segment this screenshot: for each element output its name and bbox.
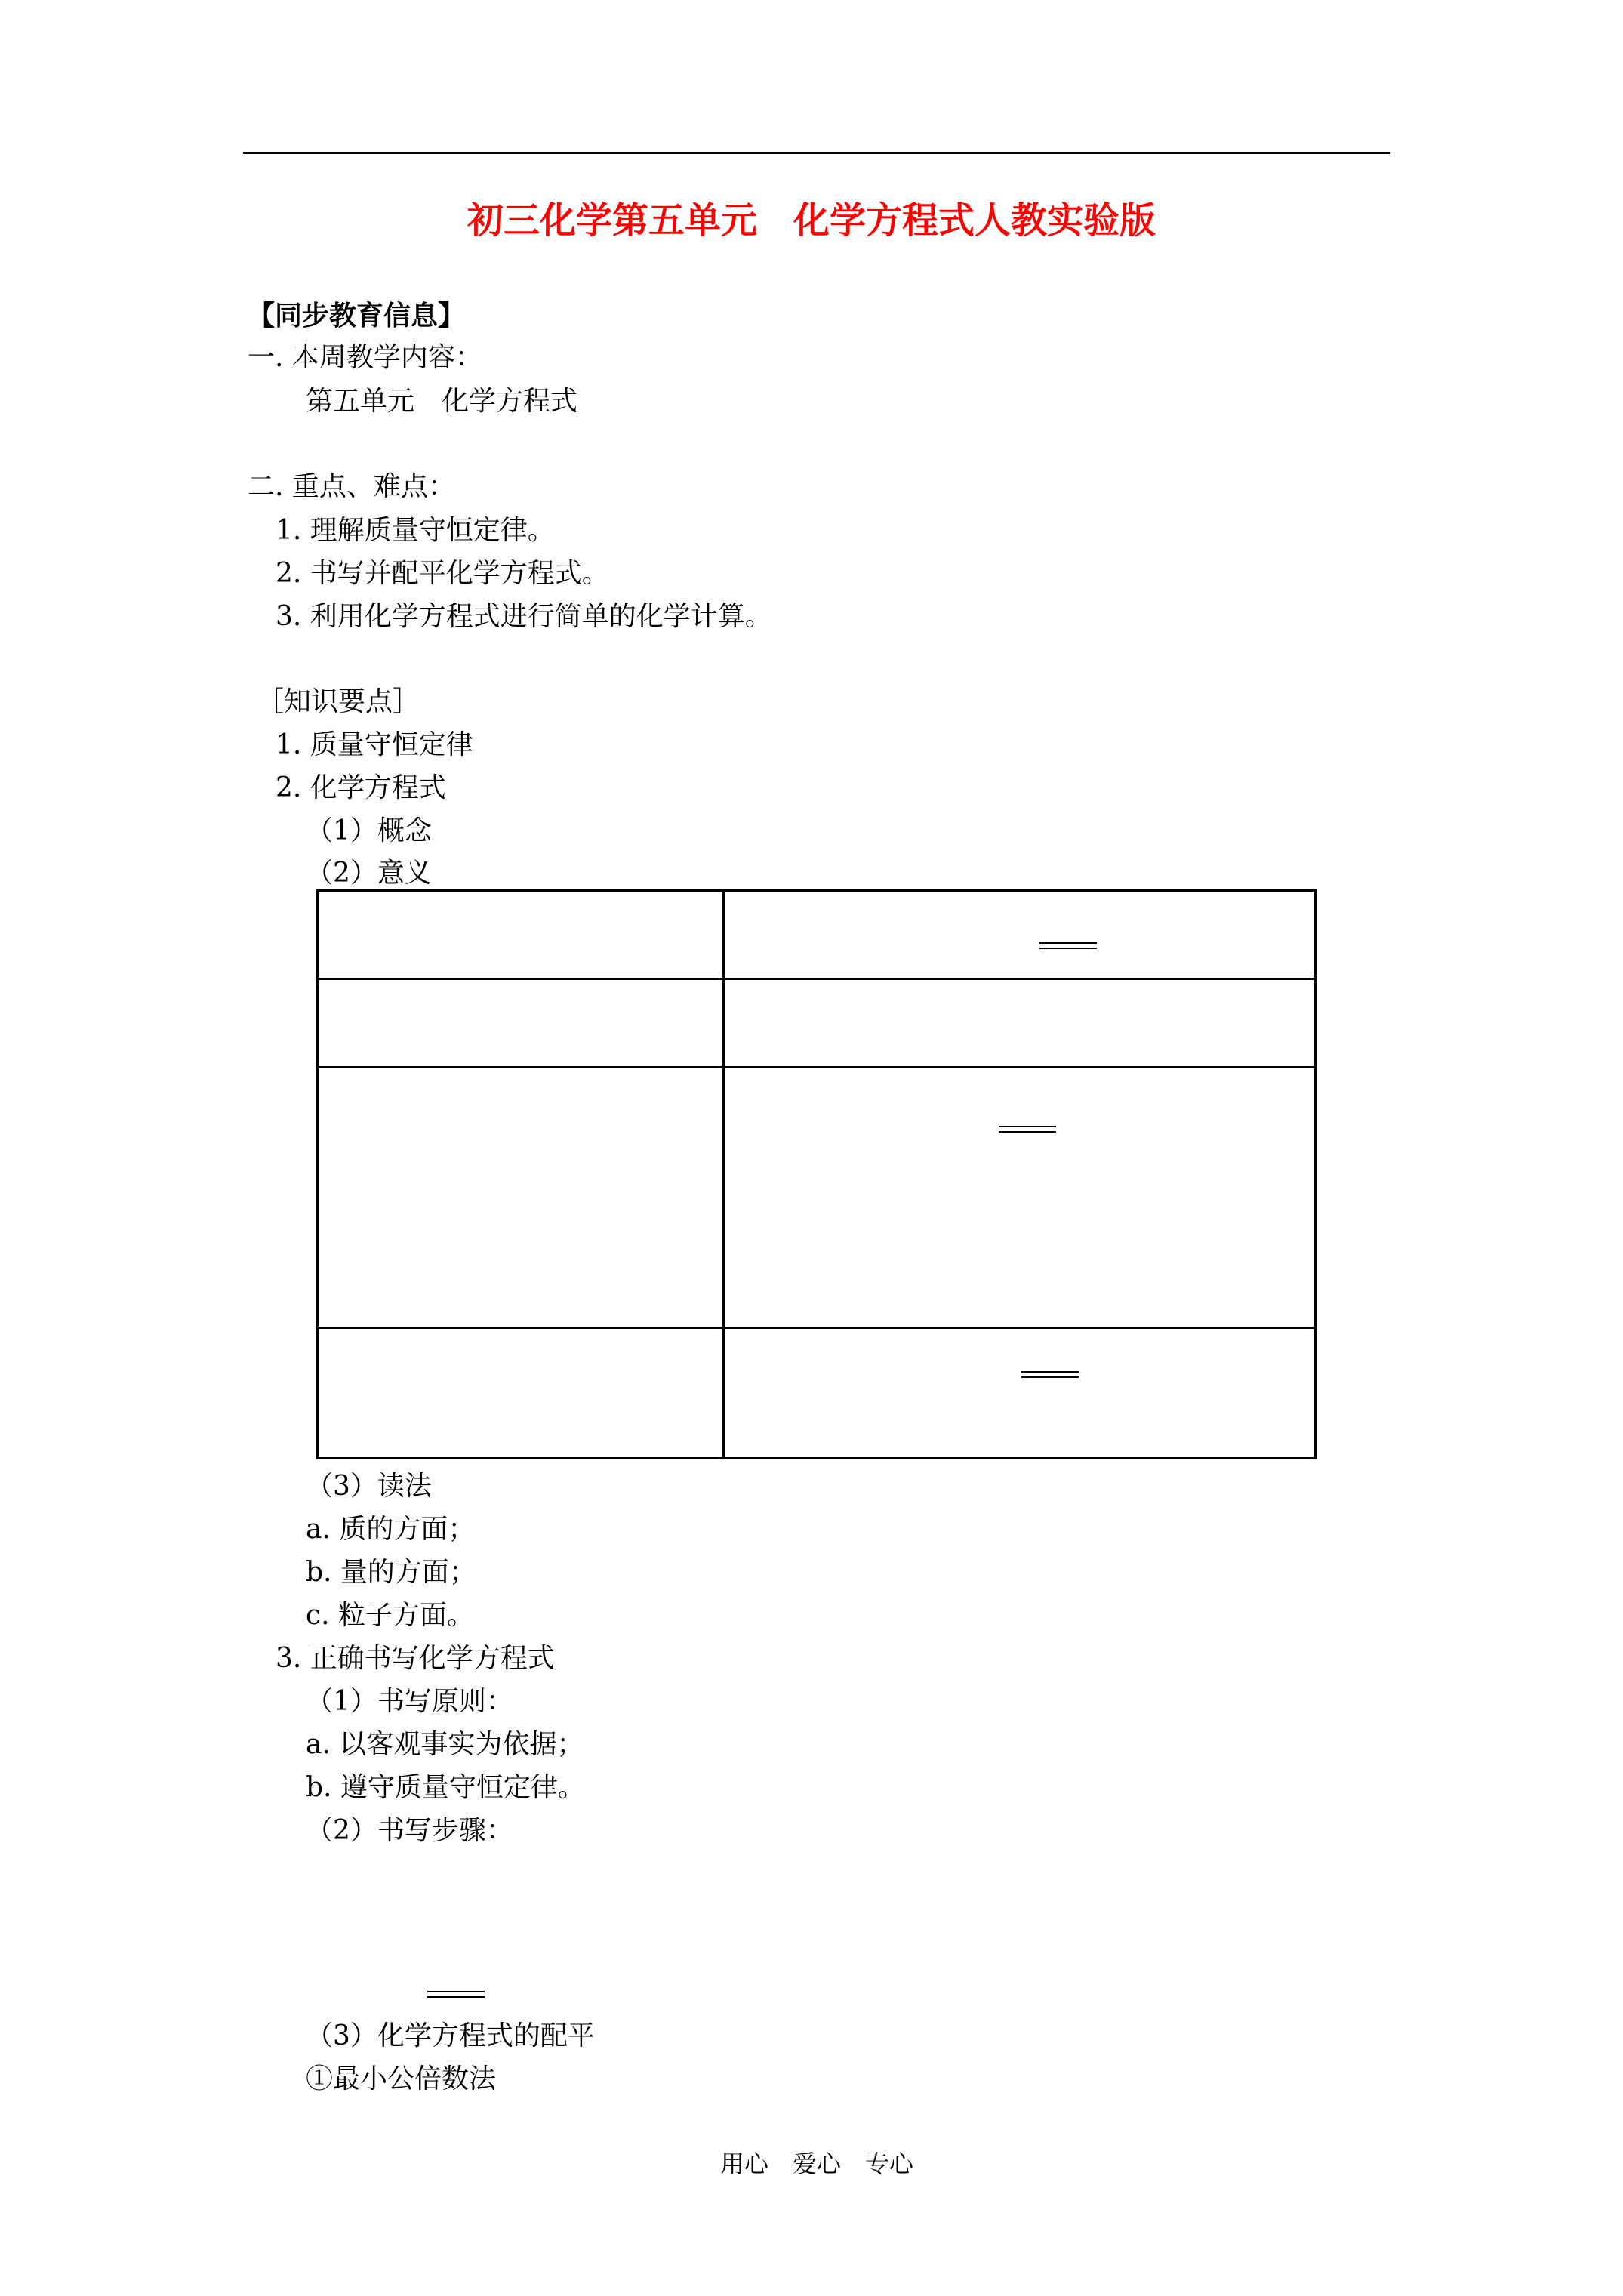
yields-sign — [1021, 1371, 1079, 1378]
lcm-method-label: ①最小公倍数法 — [306, 2063, 497, 2094]
list-item: b. 遵守质量守恒定律。 — [306, 1772, 585, 1803]
knowledge-heading: ［知识要点］ — [257, 686, 420, 717]
meaning-table — [316, 889, 1317, 1459]
knowledge-item-2: 2. 化学方程式 — [276, 772, 446, 803]
yields-sign — [999, 1126, 1056, 1133]
table-cell — [318, 1328, 724, 1459]
list-item: 2. 书写并配平化学方程式。 — [276, 558, 609, 589]
knowledge-item-3: 3. 正确书写化学方程式 — [276, 1643, 555, 1674]
page-title: 初三化学第五单元 化学方程式人教实验版 — [467, 199, 1156, 242]
table-row — [318, 891, 1316, 979]
table-cell — [724, 891, 1316, 979]
balancing-label: （3）化学方程式的配平 — [306, 2020, 595, 2051]
principle-label: （1）书写原则： — [306, 1686, 513, 1717]
section1-content: 第五单元 化学方程式 — [306, 386, 578, 417]
table-row — [318, 1328, 1316, 1459]
footer-text: 用心 爱心 专心 — [720, 2150, 914, 2178]
table-cell — [318, 1068, 724, 1328]
table-cell — [724, 979, 1316, 1068]
yields-sign — [427, 1991, 485, 1998]
list-item: a. 以客观事实为依据； — [306, 1729, 584, 1760]
list-item: b. 量的方面； — [306, 1557, 476, 1588]
table-cell — [724, 1328, 1316, 1459]
table-row — [318, 1068, 1316, 1328]
header-rule — [243, 152, 1390, 154]
list-item: 1. 理解质量守恒定律。 — [276, 515, 555, 546]
table-cell — [318, 979, 724, 1068]
table-cell — [318, 891, 724, 979]
info-heading: 【同步教育信息】 — [248, 300, 466, 331]
meaning-label: （2）意义 — [306, 858, 432, 889]
table-cell — [724, 1068, 1316, 1328]
concept-label: （1）概念 — [306, 815, 432, 846]
section2-heading: 二. 重点、难点： — [248, 471, 455, 502]
list-item: 3. 利用化学方程式进行简单的化学计算。 — [276, 601, 772, 632]
yields-sign — [1039, 942, 1097, 949]
section1-heading: 一. 本周教学内容： — [248, 342, 482, 373]
list-item: c. 粒子方面。 — [306, 1600, 475, 1631]
steps-label: （2）书写步骤： — [306, 1815, 513, 1846]
reading-label: （3）读法 — [306, 1471, 432, 1502]
list-item: a. 质的方面； — [306, 1514, 476, 1545]
knowledge-item-1: 1. 质量守恒定律 — [276, 729, 473, 760]
table-row — [318, 979, 1316, 1068]
